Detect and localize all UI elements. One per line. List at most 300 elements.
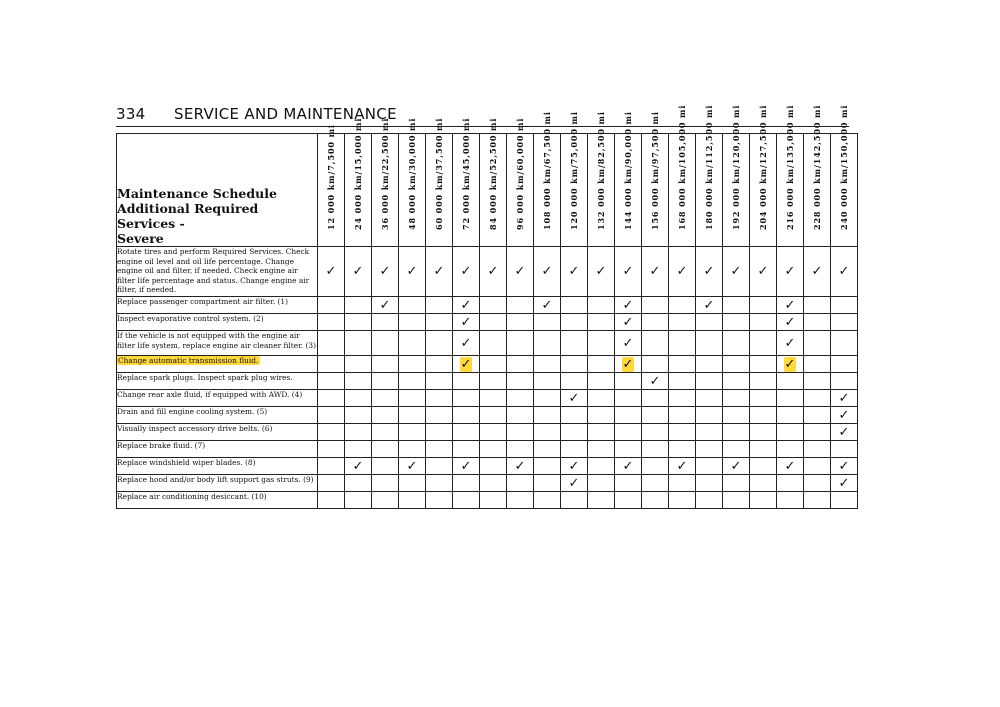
schedule-cell <box>750 297 777 314</box>
schedule-cell <box>561 390 588 407</box>
interval-header <box>345 117 372 247</box>
schedule-cell <box>372 356 399 373</box>
interval-header <box>669 104 696 247</box>
schedule-cell <box>426 297 453 314</box>
schedule-cell <box>318 373 345 390</box>
schedule-cell <box>831 331 858 356</box>
schedule-cell <box>345 247 372 297</box>
schedule-cell <box>399 441 426 458</box>
schedule-cell <box>561 314 588 331</box>
interval-header <box>318 124 345 247</box>
schedule-cell <box>750 331 777 356</box>
schedule-cell <box>831 297 858 314</box>
schedule-cell <box>399 492 426 509</box>
checkmark-icon: ✓ <box>568 390 580 406</box>
schedule-cell <box>480 407 507 424</box>
schedule-cell <box>480 331 507 356</box>
schedule-cell <box>480 247 507 297</box>
schedule-cell <box>507 373 534 390</box>
checkmark-icon: ✓ <box>460 314 472 330</box>
checkmark-icon: ✓ <box>325 264 337 279</box>
interval-label: 120 000 km/75,000 mi <box>569 111 579 230</box>
schedule-cell <box>777 407 804 424</box>
schedule-cell <box>804 492 831 509</box>
schedule-cell <box>534 441 561 458</box>
schedule-cell <box>723 441 750 458</box>
schedule-cell <box>696 407 723 424</box>
interval-label: 48 000 km/30,000 mi <box>407 117 417 230</box>
checkmark-icon: ✓ <box>838 458 850 474</box>
interval-header <box>372 117 399 247</box>
schedule-cell <box>696 314 723 331</box>
schedule-cell <box>723 247 750 297</box>
interval-label: 228 000 km/142,500 mi <box>812 104 822 230</box>
schedule-cell <box>507 475 534 492</box>
checkmark-icon: ✓ <box>541 264 553 279</box>
schedule-cell <box>561 297 588 314</box>
service-description <box>117 331 318 356</box>
service-text: Replace air conditioning desiccant. (10) <box>117 492 267 501</box>
checkmark-icon: ✓ <box>703 264 715 279</box>
schedule-cell <box>588 247 615 297</box>
schedule-cell <box>723 492 750 509</box>
schedule-cell <box>615 297 642 314</box>
checkmark-icon: ✓ <box>568 475 580 491</box>
schedule-cell <box>669 314 696 331</box>
schedule-cell <box>318 458 345 475</box>
schedule-cell <box>345 424 372 441</box>
schedule-cell <box>669 458 696 475</box>
schedule-cell <box>588 297 615 314</box>
schedule-cell <box>345 407 372 424</box>
schedule-cell <box>642 492 669 509</box>
schedule-cell <box>345 458 372 475</box>
schedule-cell <box>831 247 858 297</box>
schedule-cell <box>777 356 804 373</box>
schedule-cell <box>480 424 507 441</box>
interval-header <box>777 104 804 247</box>
schedule-cell <box>372 407 399 424</box>
schedule-cell <box>480 297 507 314</box>
schedule-cell <box>750 247 777 297</box>
checkmark-icon: ✓ <box>838 475 850 491</box>
schedule-cell <box>372 331 399 356</box>
schedule-cell <box>588 441 615 458</box>
service-text: Replace brake fluid. (7) <box>117 441 206 450</box>
schedule-cell <box>642 458 669 475</box>
table-title-line: Severe <box>117 231 164 246</box>
schedule-cell <box>399 475 426 492</box>
schedule-cell <box>426 331 453 356</box>
schedule-cell <box>561 475 588 492</box>
schedule-cell <box>561 441 588 458</box>
schedule-cell <box>696 475 723 492</box>
schedule-cell <box>318 247 345 297</box>
schedule-cell <box>480 475 507 492</box>
schedule-cell <box>696 492 723 509</box>
schedule-cell <box>750 314 777 331</box>
schedule-cell <box>615 373 642 390</box>
schedule-cell <box>831 475 858 492</box>
checkmark-icon: ✓ <box>784 458 796 474</box>
service-text: Inspect evaporative control system. (2) <box>117 314 264 323</box>
interval-header <box>750 104 777 247</box>
service-description <box>117 356 318 373</box>
schedule-cell <box>480 492 507 509</box>
schedule-cell <box>696 390 723 407</box>
schedule-cell <box>831 424 858 441</box>
interval-header <box>453 117 480 247</box>
interval-header <box>831 104 858 247</box>
schedule-cell <box>372 475 399 492</box>
checkmark-icon: ✓ <box>784 297 796 313</box>
service-description <box>117 390 318 407</box>
schedule-cell <box>615 424 642 441</box>
schedule-cell <box>588 390 615 407</box>
checkmark-icon: ✓ <box>514 264 526 279</box>
schedule-cell <box>561 458 588 475</box>
schedule-cell <box>318 390 345 407</box>
schedule-cell <box>669 492 696 509</box>
schedule-cell <box>399 247 426 297</box>
service-description <box>117 407 318 424</box>
schedule-cell <box>723 458 750 475</box>
schedule-cell <box>453 247 480 297</box>
schedule-cell <box>642 331 669 356</box>
section-title: SERVICE AND MAINTENANCE <box>174 105 397 123</box>
interval-label: 192 000 km/120,000 mi <box>731 104 741 230</box>
schedule-cell <box>615 458 642 475</box>
schedule-cell <box>534 458 561 475</box>
schedule-cell <box>345 475 372 492</box>
schedule-cell <box>507 458 534 475</box>
schedule-cell <box>534 492 561 509</box>
service-description <box>117 424 318 441</box>
schedule-cell <box>588 331 615 356</box>
schedule-cell <box>777 331 804 356</box>
schedule-cell <box>831 441 858 458</box>
schedule-cell <box>561 356 588 373</box>
schedule-cell <box>318 331 345 356</box>
schedule-cell <box>669 373 696 390</box>
schedule-cell <box>696 458 723 475</box>
schedule-cell <box>615 492 642 509</box>
schedule-cell <box>318 441 345 458</box>
service-text: Rotate tires and perform Required Services. Check engine oil level and oil life percentage. Change engine oil and filter, if needed. Check engine air filter life percentage and status. Change engine air filter, if needed. <box>117 247 310 295</box>
schedule-cell <box>642 314 669 331</box>
schedule-cell <box>777 492 804 509</box>
schedule-cell <box>804 390 831 407</box>
table-row <box>117 356 858 373</box>
schedule-cell <box>345 390 372 407</box>
checkmark-icon: ✓ <box>838 424 850 440</box>
interval-header <box>426 117 453 247</box>
schedule-cell <box>615 314 642 331</box>
checkmark-icon: ✓ <box>649 373 661 389</box>
schedule-cell <box>588 492 615 509</box>
schedule-cell <box>507 314 534 331</box>
schedule-cell <box>642 407 669 424</box>
checkmark-icon: ✓ <box>541 297 553 313</box>
table-title <box>117 134 318 247</box>
schedule-cell <box>588 407 615 424</box>
interval-label: 180 000 km/112,500 mi <box>704 104 714 230</box>
checkmark-icon: ✓ <box>622 335 634 351</box>
schedule-cell <box>804 247 831 297</box>
interval-header <box>615 111 642 247</box>
schedule-cell <box>588 373 615 390</box>
interval-label: 156 000 km/97,500 mi <box>650 111 660 230</box>
schedule-cell <box>480 373 507 390</box>
schedule-cell <box>453 356 480 373</box>
schedule-cell <box>372 247 399 297</box>
schedule-cell <box>345 331 372 356</box>
interval-label: 84 000 km/52,500 mi <box>488 117 498 230</box>
service-description <box>117 458 318 475</box>
schedule-cell <box>804 407 831 424</box>
schedule-cell <box>750 441 777 458</box>
schedule-cell <box>642 373 669 390</box>
checkmark-icon: ✓ <box>622 314 634 330</box>
schedule-cell <box>480 314 507 331</box>
schedule-cell <box>453 458 480 475</box>
schedule-cell <box>669 475 696 492</box>
schedule-cell <box>345 441 372 458</box>
schedule-cell <box>534 247 561 297</box>
schedule-cell <box>669 390 696 407</box>
schedule-cell <box>372 373 399 390</box>
interval-label: 96 000 km/60,000 mi <box>515 117 525 230</box>
checkmark-icon: ✓ <box>784 264 796 279</box>
service-text: Visually inspect accessory drive belts. (6) <box>117 424 273 433</box>
schedule-cell <box>723 356 750 373</box>
schedule-cell <box>696 356 723 373</box>
schedule-cell <box>642 475 669 492</box>
schedule-cell <box>723 331 750 356</box>
checkmark-icon: ✓ <box>811 264 823 279</box>
schedule-cell <box>534 297 561 314</box>
schedule-cell <box>723 424 750 441</box>
checkmark-icon: ✓ <box>676 458 688 474</box>
schedule-cell <box>804 475 831 492</box>
checkmark-icon: ✓ <box>730 264 742 279</box>
service-description <box>117 297 318 314</box>
schedule-cell <box>534 331 561 356</box>
schedule-cell <box>750 424 777 441</box>
checkmark-icon: ✓ <box>352 458 364 474</box>
schedule-cell <box>507 356 534 373</box>
checkmark-icon: ✓ <box>757 264 769 279</box>
table-row <box>117 441 858 458</box>
schedule-cell <box>777 441 804 458</box>
schedule-cell <box>399 458 426 475</box>
checkmark-icon: ✓ <box>622 356 634 372</box>
schedule-cell <box>804 356 831 373</box>
interval-header <box>561 111 588 247</box>
interval-label: 216 000 km/135,000 mi <box>785 104 795 230</box>
schedule-cell <box>669 441 696 458</box>
schedule-cell <box>723 475 750 492</box>
checkmark-icon: ✓ <box>622 264 634 279</box>
schedule-cell <box>534 390 561 407</box>
checkmark-icon: ✓ <box>460 297 472 313</box>
schedule-cell <box>588 458 615 475</box>
schedule-cell <box>426 492 453 509</box>
schedule-cell <box>399 331 426 356</box>
schedule-cell <box>426 458 453 475</box>
schedule-cell <box>777 373 804 390</box>
service-description <box>117 492 318 509</box>
schedule-cell <box>696 441 723 458</box>
schedule-cell <box>696 424 723 441</box>
schedule-cell <box>480 356 507 373</box>
schedule-cell <box>561 373 588 390</box>
service-description <box>117 475 318 492</box>
schedule-cell <box>669 247 696 297</box>
interval-label: 36 000 km/22,500 mi <box>380 117 390 230</box>
checkmark-icon: ✓ <box>838 390 850 406</box>
schedule-cell <box>372 492 399 509</box>
schedule-cell <box>831 492 858 509</box>
schedule-cell <box>399 424 426 441</box>
interval-label: 240 000 km/150,000 mi <box>839 104 849 230</box>
checkmark-icon: ✓ <box>487 264 499 279</box>
schedule-cell <box>696 297 723 314</box>
schedule-cell <box>507 331 534 356</box>
interval-header <box>534 111 561 247</box>
schedule-cell <box>453 373 480 390</box>
schedule-cell <box>615 390 642 407</box>
schedule-cell <box>696 373 723 390</box>
schedule-cell <box>399 297 426 314</box>
schedule-cell <box>642 297 669 314</box>
schedule-cell <box>399 390 426 407</box>
table-row <box>117 314 858 331</box>
schedule-cell <box>750 475 777 492</box>
schedule-cell <box>723 390 750 407</box>
schedule-cell <box>750 356 777 373</box>
schedule-cell <box>615 441 642 458</box>
checkmark-icon: ✓ <box>784 356 796 372</box>
schedule-cell <box>399 356 426 373</box>
schedule-cell <box>345 492 372 509</box>
schedule-cell <box>831 407 858 424</box>
schedule-cell <box>750 458 777 475</box>
interval-header <box>399 117 426 247</box>
checkmark-icon: ✓ <box>568 458 580 474</box>
schedule-cell <box>723 297 750 314</box>
schedule-cell <box>588 424 615 441</box>
schedule-cell <box>804 458 831 475</box>
schedule-cell <box>318 424 345 441</box>
schedule-cell <box>561 247 588 297</box>
schedule-cell <box>723 314 750 331</box>
schedule-cell <box>804 441 831 458</box>
interval-header <box>804 104 831 247</box>
interval-label: 60 000 km/37,500 mi <box>434 117 444 230</box>
schedule-cell <box>777 390 804 407</box>
interval-label: 132 000 km/82,500 mi <box>596 111 606 230</box>
schedule-cell <box>426 314 453 331</box>
schedule-cell <box>534 373 561 390</box>
table-row <box>117 390 858 407</box>
schedule-cell <box>534 356 561 373</box>
schedule-cell <box>480 390 507 407</box>
schedule-cell <box>831 314 858 331</box>
interval-header <box>642 111 669 247</box>
interval-header <box>588 111 615 247</box>
checkmark-icon: ✓ <box>730 458 742 474</box>
table-row <box>117 373 858 390</box>
schedule-cell <box>399 314 426 331</box>
schedule-cell <box>588 356 615 373</box>
schedule-cell <box>453 492 480 509</box>
schedule-cell <box>777 247 804 297</box>
service-text: Replace windshield wiper blades. (8) <box>117 458 256 467</box>
checkmark-icon: ✓ <box>379 264 391 279</box>
schedule-cell <box>642 424 669 441</box>
schedule-cell <box>426 247 453 297</box>
schedule-cell <box>345 356 372 373</box>
schedule-cell <box>534 424 561 441</box>
schedule-cell <box>615 475 642 492</box>
service-description <box>117 247 318 297</box>
checkmark-icon: ✓ <box>460 335 472 351</box>
schedule-cell <box>426 407 453 424</box>
schedule-cell <box>777 297 804 314</box>
schedule-cell <box>588 314 615 331</box>
schedule-cell <box>615 331 642 356</box>
schedule-cell <box>507 297 534 314</box>
checkmark-icon: ✓ <box>460 356 472 372</box>
schedule-cell <box>318 297 345 314</box>
service-text: Change automatic transmission fluid. <box>118 356 259 365</box>
interval-label: 24 000 km/15,000 mi <box>353 117 363 230</box>
schedule-cell <box>453 390 480 407</box>
schedule-cell <box>642 390 669 407</box>
schedule-cell <box>723 373 750 390</box>
schedule-cell <box>453 297 480 314</box>
schedule-cell <box>831 356 858 373</box>
schedule-cell <box>696 247 723 297</box>
schedule-cell <box>372 441 399 458</box>
schedule-cell <box>750 492 777 509</box>
schedule-cell <box>372 390 399 407</box>
schedule-cell <box>696 331 723 356</box>
schedule-cell <box>453 441 480 458</box>
checkmark-icon: ✓ <box>460 458 472 474</box>
checkmark-icon: ✓ <box>784 314 796 330</box>
service-text: Replace passenger compartment air filter. (1) <box>117 297 289 306</box>
checkmark-icon: ✓ <box>784 335 796 351</box>
table-row <box>117 475 858 492</box>
schedule-cell <box>777 424 804 441</box>
schedule-cell <box>561 331 588 356</box>
schedule-cell <box>615 356 642 373</box>
table-title-line: Maintenance Schedule <box>117 186 277 201</box>
schedule-cell <box>318 492 345 509</box>
schedule-cell <box>831 373 858 390</box>
service-description <box>117 314 318 331</box>
table-header-row <box>117 134 858 247</box>
schedule-cell <box>669 356 696 373</box>
schedule-cell <box>453 314 480 331</box>
table-row <box>117 492 858 509</box>
schedule-cell <box>318 314 345 331</box>
schedule-cell <box>426 373 453 390</box>
schedule-cell <box>750 407 777 424</box>
schedule-cell <box>426 356 453 373</box>
